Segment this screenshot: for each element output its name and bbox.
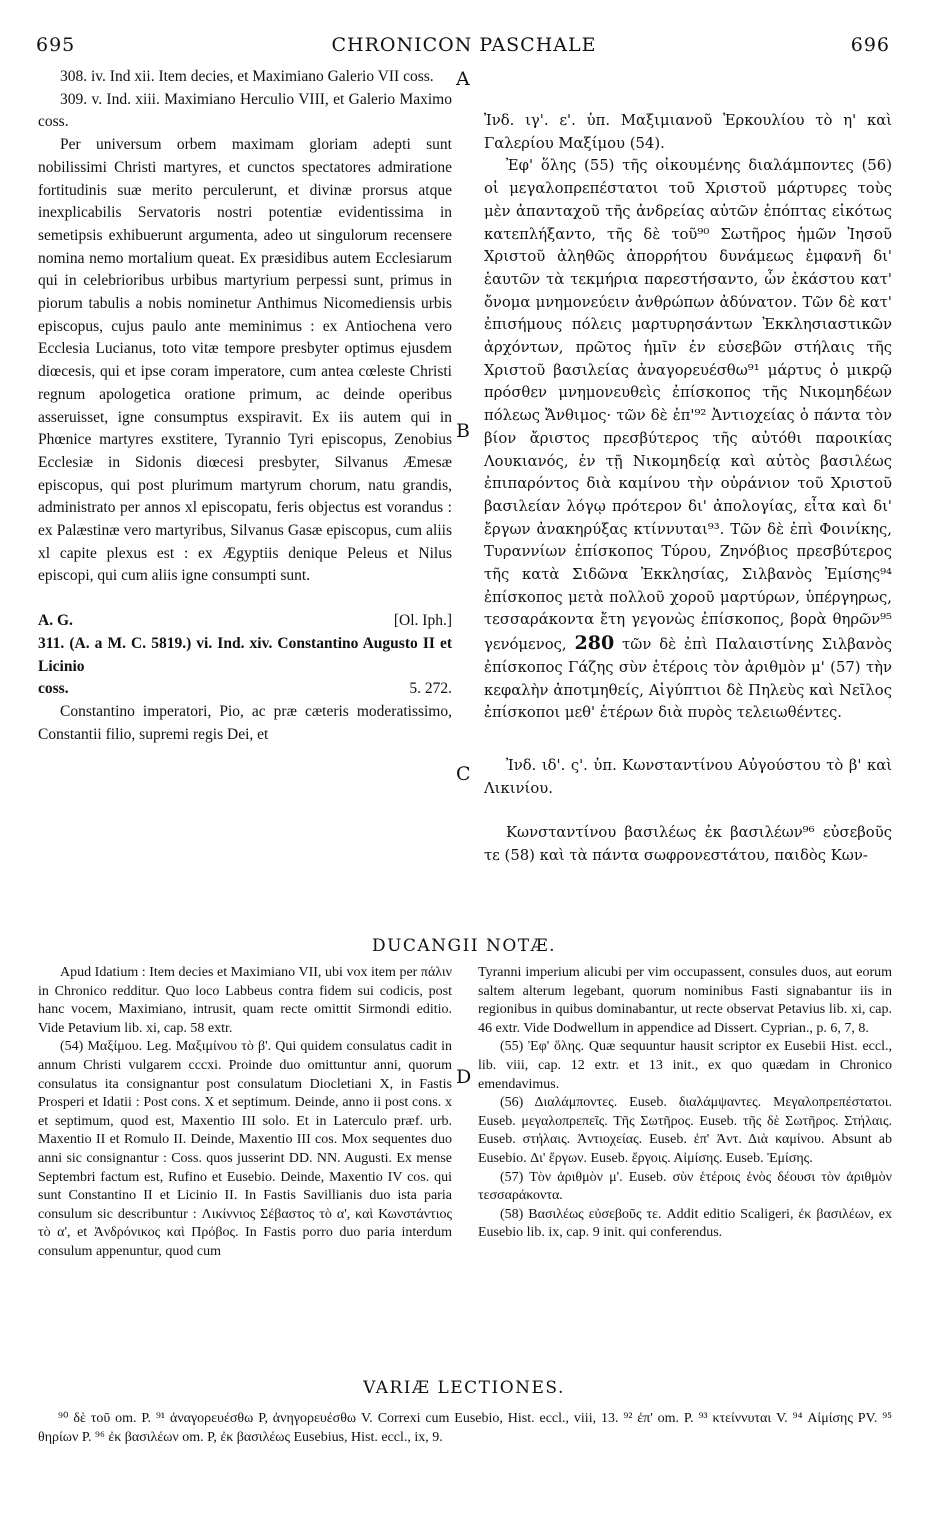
margin-letter-a: A xyxy=(456,68,470,90)
greek-martyrs-paragraph: Ἐφ' ὅλης (55) τῆς οἰκουμένης διαλάμποντες (56) οἱ μεγαλοπρεπέστατοι τοῦ Χριστοῦ μάρτυρες τοὺς μὲν ἁπανταχοῦ τῆς ἀνδρείας αὐτῶν ἐπόπτας εἰκότως κατεπλήξαντο, τῆς δὲ τοῦ⁹⁰ Σωτῆρος ἡμῶν Ἰησοῦ Χριστοῦ ἀληθῶς ἀπορρήτου δυνάμεως ἐμφανῆ δι' ἑαυτῶν τὰ τεκμήρια παρεστήσαντο, ὧν ἑκάστου κατ' ὄνομα μνημονεύειν ἀνθρώπων ἀδύνατον. Τῶν δὲ κατ' ἐπισήμους πόλεις μαρτυρησάντων Ἐκκλησιαστικῶν ἀρχόντων, πρῶτος ἡμῖν ἐν εὐσεβῶν στήλαις τῆς Χριστοῦ βασιλείας ἀναγορευέσθω⁹¹ μάρτυς ὁ μικρῷ πρόσθεν μνημονευθεὶς ἐπίσκοπος τῆς Νικομηδέων πόλεως Ἄνθιμος· τῶν δὲ ἐπ'⁹² Ἀντιοχείας ὁ πάντα τὸν βίον ἄριστος πρεσβύτερος τῆς αὐτόθι παροικίας Λουκιανός, ἐν τῇ Νικομηδείᾳ καὶ αὐτὸς βασιλέως ἐπιπαρόντος διὰ καμίνου τὴν οὐράνιον τοῦ Χριστοῦ βασιλείαν λόγῳ πρότερον δι' ἀπολογίας, εἶτα καὶ δι' ἔργων ἀνακηρύξας κτίννυται⁹³. Τῶν δὲ ἐπὶ Φοινίκης, Τυραννίων ἐπίσκοπος Τύρου, Ζηνόβιος πρεσβύτερος τῆς κατὰ Σιδῶνα Ἐκκλησίας, Σιλβανὸς Ἐμίσης⁹⁴ ἐπίσκοπος μετὰ πολλοῦ χοροῦ μαρτύρων, ὑπέργηρως, τεσσαράκοντα ἔτη γεγονὼς ἐπίσκοπος, βορὰ θηρῶν⁹⁵ γενόμενος, 280 τῶν δὲ ἐπὶ Παλαιστίνης Σιλβανὸς ἐπίσκοπος Γάζης σὺν ἑτέροις τὸν ἀριθμὸν μ' (57) τὴν κεφαλὴν ἀποτμηθείς, Αἰγύπτιοι δὲ Πηλεὺς καὶ Νεῖλος ἐπίσκοποι μεθ' ἑτέρων διὰ πυρὸς τελειωθέντες. xyxy=(484,157,892,722)
note-idatium: Apud Idatium : Item decies et Maximiano VII, ubi vox item per πάλιν in Chronico redditur. Quo loco Labbeus contra fidem sui codicis, post hanc vocem, Maximiano, intrusit, quam recte omittit Sirmondi editio. Vide Petavium lib. xi, cap. 58 extr. xyxy=(38,965,452,1036)
note-54: (54) Μαξίμου. Leg. Μαξιμίνου τὸ β'. Qui quidem consulatus cadit in annum Christi vulgarem cccxi. Proinde duo omittuntur anni, quorum consulatus ita consignantur post consulatum Diocletiani X, in Fastis Prosperi et Idatii : Post cons. X et septimum. Deinde, anno ii post cons. x et septimum, quod est, Maxentio III solo. Et in Laterculo præf. urb. Maxentio II et Romulo II. Deinde, Maxentio III cos. Mox sequentes duo anni sic consignantur : Coss. quos jusserint DD. NN. Augusti. Ex mense Septembri factum est, Rufino et Eusebio. Deinde, Maxentio IV cos. qui sunt Constantino II et Licinio II. In Fastis Savillianis duo ista paria consulum sic describuntur : Λικίννιος Σέβαστος τὸ α', καὶ Κωνστάντιος τὸ α', et Ἀνδρόνικος καὶ Πρόβος. In Fastis porro duo paria interdum consulum appenuntur, quod cum xyxy=(38,1039,452,1259)
greek-constantine-paragraph: Κωνσταντίνου βασιλέως ἐκ βασιλέων⁹⁶ εὐσεβοῦς τε (58) καὶ τὰ πάντα σωφρονεστάτου, παιδὸς Κων- xyxy=(484,824,892,865)
margin-letter-b: B xyxy=(456,420,470,442)
note-55: (55) Ἐφ' ὅλης. Quæ sequuntur hausit scriptor ex Eusebii Hist. eccl., lib. viii, cap. 12 extr. et 13 init., ex quo quædam in Chronico emendavimus. xyxy=(478,1039,892,1092)
latin-martyrs-paragraph: Per universum orbem maximam gloriam adepti sunt nobilissimi Christi martyres, et cunctos spectatores admiratione fortitudinis suæ merito perculerunt, et divinæ prorsus atque inexplicabilis Servatoris nostri potentiæ evidentissima in semetipsis exhibuerunt argumenta, adeo ut singulorum recensere nomina nemo mortalium queat. Ex præsidibus autem Ecclesiarum qui in celebrioribus urbibus martyrium perpessi sunt, primus in piorum tabulis a nobis nominetur Anthimus Nicomediensis urbis episcopus, cujus paulo ante meminimus : ex Antiochena vero Ecclesia Lucianus, toto vitæ tempore presbyter optimus ejusdem diœcesis, qui et ipse coram imperatore, cum antea cœleste Christi regnum apologetica oratione primum, ac deinde operibus asseruisset, igne consumptus exspiravit. Ex iis autem qui in Phœnice martyres exstitere, Tyrannio Tyri episcopus, Zenobius Ecclesiæ in Sidonis diœcesi presbyter, Silvanus Æmesæ episcopus, qui post plurimum martyrum chorum, natu grandis, administrato per annos xl episcopatu, feris objectus est vorandus : ex Palæstinæ vero martyribus, Silvanus Gasæ episcopus, cum aliis xl capite plexus est : ex Ægyptiis denique Peleus et Nilus episcopi, qui cum aliis igne consumpti sunt. xyxy=(38,136,452,585)
running-title: CHRONICON PASCHALE xyxy=(331,34,597,56)
note-56: (56) Διαλάμποντες. Euseb. διαλάμψαντες. Μεγαλοπρεπέστατοι. Euseb. μεγαλοπρεπεῖς. Τῆς Σωτῆρος. Euseb. τῆς δὲ Σωτῆρος. Στήλαις. Euseb. στήλαις. Ἀντιοχείας. Euseb. ἐπ' Ἀντ. Διὰ καμίνου. Absunt ab Eusebio. Δι' ἔργων. Euseb. ἔργοις. Αἰμίσης. Euseb. Ἐμίσης. xyxy=(478,1095,892,1166)
greek-entry-indiction-14: Ἰνδ. ιδ'. ς'. ὑπ. Κωνσταντίνου Αὐγούστου τὸ β' καὶ Λικινίου. xyxy=(484,756,892,797)
latin-entry-311: 311. (A. a M. C. 5819.) vi. Ind. xiv. Constantino Augusto II et Licinio xyxy=(38,634,452,675)
coss-label: coss. xyxy=(38,680,69,698)
page-marker: 280 xyxy=(574,632,615,655)
latin-coss-line xyxy=(38,678,452,701)
coss-number: 5. 272. xyxy=(409,680,452,698)
variae-lectiones xyxy=(38,1410,892,1447)
right-page-number: 696 xyxy=(850,34,890,56)
ag-label: A. G. xyxy=(38,612,73,630)
note-57: (57) Τὸν ἀριθμὸν μ'. Euseb. σὺν ἑτέροις ἑνὸς δέουσι τὸν ἀριθμὸν τεσσαράκοντα. xyxy=(478,1169,892,1204)
variae-title: VARIÆ LECTIONES. xyxy=(363,1378,565,1398)
margin-letter-d: D xyxy=(456,1066,472,1088)
note-continued: Tyranni imperium alicubi per vim occupassent, consules duos, aut eorum saltem alterum legebant, quorum nominibus Fasti signabantur iis in regionibus in quibus dominabantur, ut recte observat Petavius lib. xi, cap. 46 extr. Vide Dodwellum in appendice ad Dissert. Cyprian., p. 6, 7, 8. xyxy=(478,965,892,1036)
notes-left-column xyxy=(38,964,452,1262)
latin-ag-line xyxy=(38,610,452,633)
notes-title: DUCANGII NOTÆ. xyxy=(371,936,557,956)
latin-entry-309: 309. v. Ind. xiii. Maximiano Herculio VIII, et Galerio Maximo coss. xyxy=(38,90,452,131)
variae-text: ⁹⁰ δὲ τοῦ om. P. ⁹¹ ἀναγορευέσθω P, ἀνηγορευέσθω V. Correxi cum Eusebio, Hist. eccl., viii, 13. ⁹² ἐπ' om. P. ⁹³ κτείννυται V. ⁹⁴ Αἰμίσης PV. ⁹⁵ θηρίων P. ⁹⁶ ἐκ βασιλέων om. P, ἐκ βασιλέως Eusebius, Hist. eccl., ix, 9. xyxy=(38,1411,892,1445)
latin-entry-308: 308. iv. Ind xii. Item decies, et Maximiano Galerio VII coss. xyxy=(60,68,434,85)
left-page-number: 695 xyxy=(36,34,76,56)
note-58: (58) Βασιλέως εὐσεβοῦς τε. Addit editio Scaligeri, ἐκ βασιλέων, ex Eusebio lib. ix, cap. 9 init. qui conferendus. xyxy=(478,1206,892,1241)
margin-letter-c: C xyxy=(456,763,471,785)
latin-column xyxy=(38,66,452,746)
latin-constantine-paragraph: Constantino imperatori, Pio, ac præ cæteris moderatissimo, Constantii filio, supremi regis Dei, et xyxy=(38,702,452,743)
notes-right-column xyxy=(478,964,892,1243)
greek-column xyxy=(484,110,892,868)
olympiad-label: [Ol. Iph.] xyxy=(393,612,452,630)
greek-entry-indiction-13: Ἰνδ. ιγ'. ε'. ὑπ. Μαξιμιανοῦ Ἑρκουλίου τὸ η' καὶ Γαλερίου Μαξίμου (54). xyxy=(484,112,892,152)
